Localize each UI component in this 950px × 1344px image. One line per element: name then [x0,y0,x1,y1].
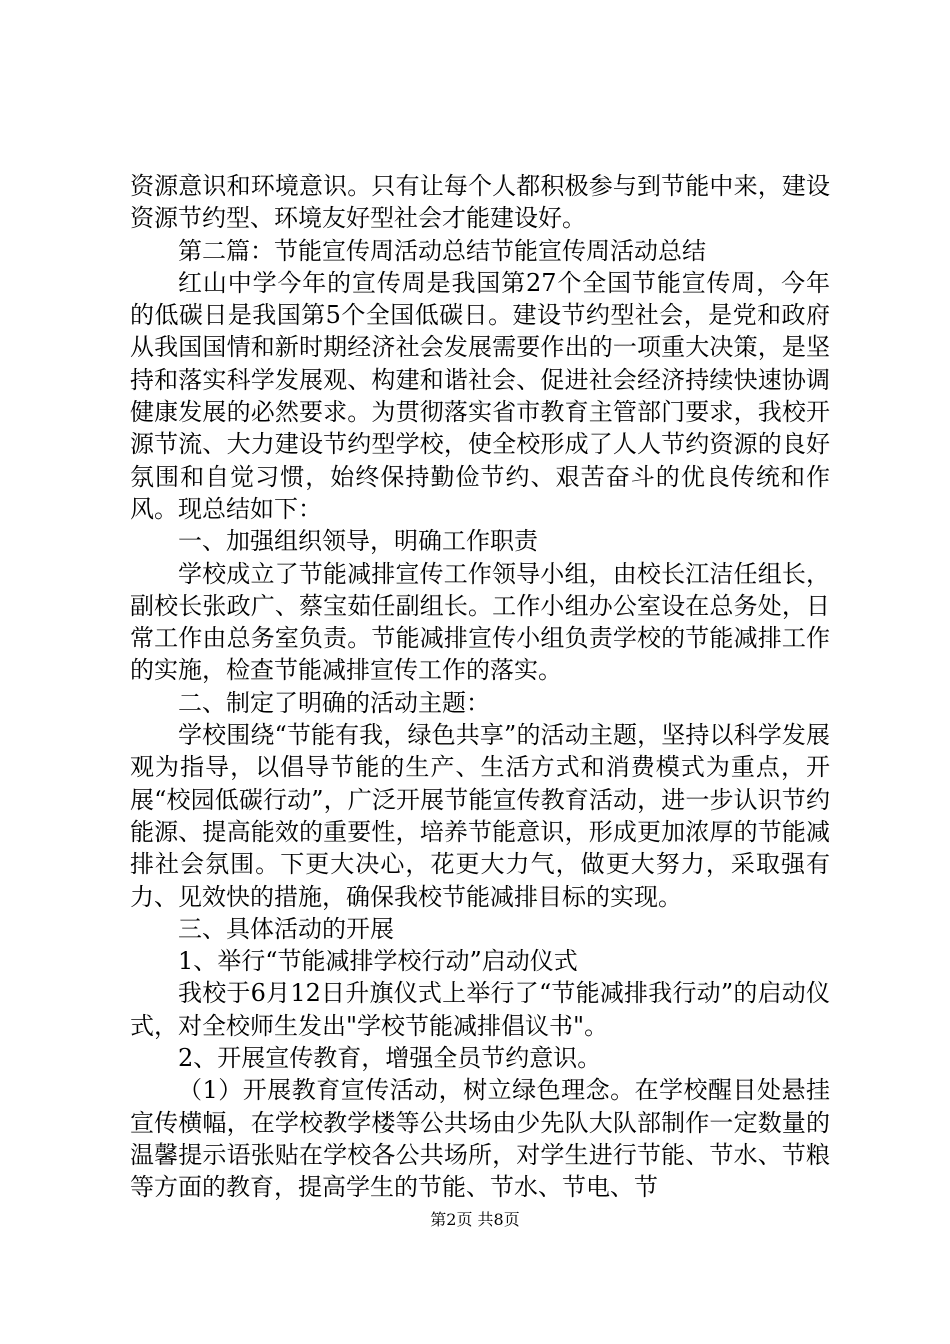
document-body [130,170,830,1204]
paragraph-12: （1）开展教育宣传活动，树立绿色理念。在学校醒目处悬挂宣传横幅，在学校教学楼等公共场由少先队大队部制作一定数量的温馨提示语张贴在学校各公共场所，对学生进行节能、节水、节粮等方面的教育，提高学生的节能、节水、节电、节 [130,1076,830,1202]
paragraph-4: 一、加强组织领导，明确工作职责 [178,527,538,556]
paragraph-6: 二、制定了明确的活动主题： [178,688,490,717]
paragraph-10: 我校于6月12日升旗仪式上举行了“节能减排我行动”的启动仪式，对全校师生发出"学校节能减排倡议书"。 [130,979,830,1040]
page-footer: 第2页 共8页 [430,1210,520,1229]
paragraph-9: 1、举行“节能减排学校行动”启动仪式 [178,947,578,976]
paragraph-1: 资源意识和环境意识。只有让每个人都积极参与到节能中来，建设资源节约型、环境友好型社会才能建设好。 [130,172,830,233]
paragraph-3: 红山中学今年的宣传周是我国第27个全国节能宣传周，今年的低碳日是我国第5个全国低碳日。建设节约型社会，是党和政府从我国国情和新时期经济社会发展需要作出的一项重大决策，是坚持和落实科学发展观、构建和谐社会、促进社会经济持续快速协调健康发展的必然要求。为贯彻落实省市教育主管部门要求，我校开源节流、大力建设节约型学校，使全校形成了人人节约资源的良好氛围和自觉习惯，始终保持勤俭节约、艰苦奋斗的优良传统和作风。现总结如下： [130,268,830,523]
paragraph-8: 三、具体活动的开展 [178,914,394,943]
paragraph-11: 2、开展宣传教育，增强全员节约意识。 [178,1044,602,1073]
paragraph-7: 学校围绕“节能有我，绿色共享”的活动主题，坚持以科学发展观为指导，以倡导节能的生产、生活方式和消费模式为重点，开展“校园低碳行动”，广泛开展节能宣传教育活动，进一步认识节约能源、提高能效的重要性，培养节能意识，形成更加浓厚的节能减排社会氛围。下更大决心，花更大力气，做更大努力，采取强有力、见效快的措施，确保我校节能减排目标的实现。 [130,721,830,911]
paragraph-2: 第二篇：节能宣传周活动总结节能宣传周活动总结 [178,236,706,265]
paragraph-5: 学校成立了节能减排宣传工作领导小组，由校长江洁任组长，副校长张政广、蔡宝茹任副组长。工作小组办公室设在总务处，日常工作由总务室负责。节能减排宣传小组负责学校的节能减排工作的实施，检查节能减排宣传工作的落实。 [130,559,830,685]
